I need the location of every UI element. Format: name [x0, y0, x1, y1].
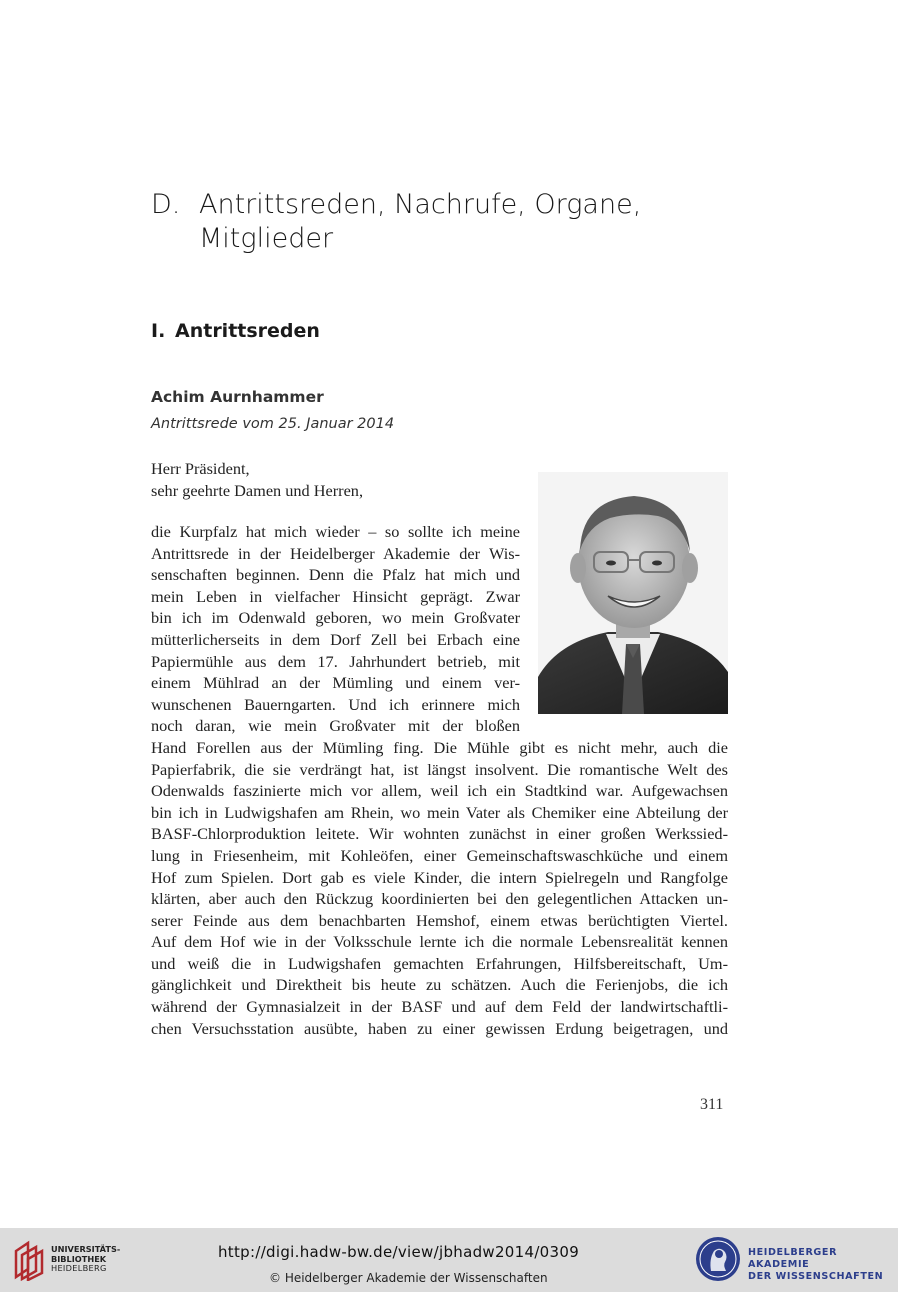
text-line: bin ich im Odenwald geboren, wo mein Großvater	[151, 608, 520, 628]
text-line: während der Gymnasialzeit in der BASF und auf dem Feld der landwirtschaftli-	[151, 997, 728, 1017]
body-text	[151, 521, 728, 1039]
chapter-title: Antrittsreden, Nachrufe, Organe, Mitglieder	[199, 189, 642, 254]
text-line: lung in Friesenheim, mit Kohleöfen, einer Gemeinschaftswaschküche und einem	[151, 845, 728, 865]
text-line: wunschenen Bauerngarten. Und ich erinnere mich	[151, 694, 520, 714]
page-number: 311	[700, 1096, 724, 1113]
text-line: senschaften beginnen. Denn die Pfalz hat mich und	[151, 565, 520, 585]
text-line: Odenwalds faszinierte mich vor allem, weil ich ein Stadtkind war. Aufgewachsen	[151, 781, 728, 801]
text-line: chen Versuchsstation ausübte, haben zu einer gewissen Erdung beigetragen, und	[151, 1018, 728, 1038]
text-line: klärten, aber auch den Rückzug koordinierten bei den gelegentlichen Attacken un-	[151, 889, 728, 909]
text-line: Hof zum Spielen. Dort gab es viele Kinder, die intern Spielregeln und Rangfolge	[151, 867, 728, 887]
text-line: serer Feinde aus dem benachbarten Hemshof, einem etwas berüchtigten Viertel.	[151, 910, 728, 930]
copyright-notice: © Heidelberger Akademie der Wissenschaften	[269, 1271, 548, 1285]
document-url-link[interactable]: http://digi.hadw-bw.de/view/jbhadw2014/0309	[218, 1243, 580, 1261]
text-line: die Kurpfalz hat mich wieder – so sollte ich meine	[151, 522, 520, 541]
text-line: bin ich in Ludwigshafen am Rhein, wo mein Vater als Chemiker eine Abteilung der	[151, 802, 728, 822]
section-number: I.	[151, 320, 166, 342]
text-line: Papiermühle aus dem 17. Jahrhundert betrieb, mit	[151, 651, 520, 671]
greeting-line: Herr Präsident,	[151, 459, 250, 478]
text-line: mütterlicherseits in dem Dorf Zell bei Erbach eine	[151, 629, 520, 649]
text-line: Auf dem Hof wie in der Volksschule lernte ich die normale Lebensrealität kennen	[151, 932, 728, 952]
academy-line: HEIDELBERGER AKADEMIE	[748, 1247, 838, 1270]
text-line: Antrittsrede in der Heidelberger Akademie der Wis-	[151, 543, 520, 563]
text-line: noch daran, wie mein Großvater mit der bloßen	[151, 716, 520, 736]
greeting	[151, 458, 363, 502]
greeting-line: sehr geehrte Damen und Herren,	[151, 481, 364, 500]
library-line: BIBLIOTHEK	[51, 1253, 107, 1264]
academy-line: DER WISSENSCHAFTEN	[748, 1271, 884, 1282]
chapter-letter: D.	[151, 189, 181, 220]
text-line: mein Leben in vielfacher Hinsicht geprägt. Zwar	[151, 586, 520, 606]
section-heading	[151, 320, 320, 342]
text-line: einem Mühlrad an der Mümling und einem ver-	[151, 673, 520, 693]
text-line: BASF-Chlorproduktion leitete. Wir wohnten zunächst in einer großen Werkssied-	[151, 824, 728, 844]
text-line: und weiß die in Ludwigshafen gemachten Erfahrungen, Hilfsbereitschaft, Um-	[151, 953, 728, 973]
section-title: Antrittsreden	[175, 320, 320, 342]
text-line: gänglichkeit und Direktheit bis heute zu schätzen. Auch die Ferienjobs, die ich	[151, 975, 728, 995]
author-name: Achim Aurnhammer	[151, 388, 324, 406]
academy-name	[748, 1247, 898, 1283]
library-line: UNIVERSITÄTS-	[51, 1244, 121, 1254]
viewer-footer	[0, 1228, 898, 1292]
speech-subtitle: Antrittsrede vom 25. Januar 2014	[151, 416, 395, 432]
text-line: Hand Forellen aus der Mümling fing. Die Mühle gibt es nicht mehr, auch die	[151, 737, 728, 757]
university-library-logo-icon[interactable]	[10, 1237, 44, 1281]
academy-seal-icon[interactable]	[694, 1235, 742, 1283]
university-library-name	[51, 1245, 120, 1274]
text-line: Papierfabrik, die sie verdrängt hat, ist längst insolvent. Die romantische Welt des	[151, 759, 728, 779]
library-line: HEIDELBERG	[51, 1263, 107, 1273]
